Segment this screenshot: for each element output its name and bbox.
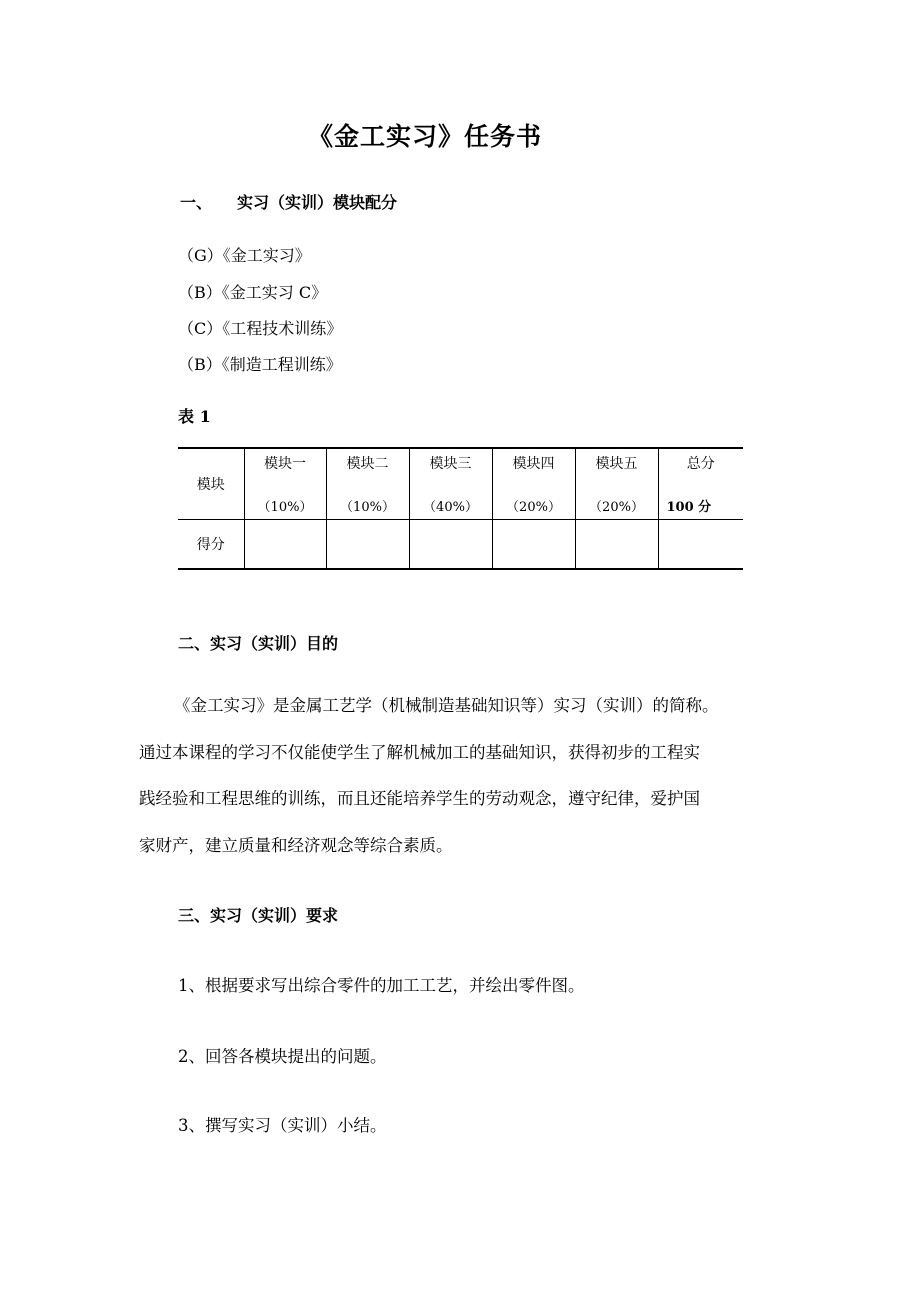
column-weight: （10%）	[340, 500, 395, 515]
module-item: （C）《工程技术训练》	[178, 319, 343, 338]
column-name: 模块二	[346, 456, 389, 472]
table-caption: 表 1	[178, 407, 211, 426]
score-table	[178, 447, 743, 570]
document-title: 《金工实习》任务书	[307, 122, 542, 151]
module-item: （B）《金工实习 C》	[178, 283, 328, 302]
table-cell	[575, 448, 658, 520]
table-cell	[326, 448, 409, 520]
column-weight: （20%）	[506, 500, 561, 515]
section2-paragraph	[139, 683, 789, 869]
column-weight: （20%）	[589, 500, 644, 515]
module-item: （G）《金工实习》	[178, 246, 311, 265]
score-cell[interactable]	[409, 520, 492, 570]
requirement-item: 1、根据要求写出综合零件的加工工艺，并绘出零件图。	[178, 976, 585, 995]
requirement-item: 2、回答各模块提出的问题。	[178, 1047, 387, 1066]
requirement-item: 3、撰写实习（实训）小结。	[178, 1116, 387, 1135]
table-row	[178, 520, 743, 570]
table-cell	[492, 448, 575, 520]
paragraph-line: 《金工实习》是金属工艺学（机械制造基础知识等）实习（实训）的简称。	[174, 696, 719, 715]
score-cell[interactable]	[244, 520, 326, 570]
section1-title: 实习（实训）模块配分	[237, 193, 398, 212]
table-cell	[409, 448, 492, 520]
column-weight: （10%）	[257, 500, 313, 515]
section1-heading	[180, 190, 397, 213]
score-cell[interactable]	[575, 520, 658, 570]
column-name: 模块四	[512, 456, 555, 472]
score-cell[interactable]	[326, 520, 409, 570]
section3-heading: 三、实习（实训）要求	[178, 906, 339, 925]
column-name: 总分	[686, 456, 715, 472]
table-row	[178, 448, 743, 520]
paragraph-line: 通过本课程的学习不仅能使学生了解机械加工的基础知识，获得初步的工程实	[139, 742, 700, 762]
column-name: 模块一	[264, 456, 306, 472]
section2-heading: 二、实习（实训）目的	[178, 634, 339, 653]
score-cell[interactable]	[492, 520, 575, 570]
column-weight: （40%）	[423, 500, 478, 515]
total-score: 100 分	[666, 500, 712, 515]
paragraph-line: 践经验和工程思维的训练，而且还能培养学生的劳动观念，遵守纪律，爱护国	[139, 789, 700, 808]
row-header-score: 得分	[178, 520, 244, 570]
column-name: 模块五	[595, 456, 638, 472]
column-name: 模块三	[429, 456, 472, 472]
module-item: （B）《制造工程训练》	[178, 355, 342, 374]
row-header-module: 模块	[178, 448, 244, 520]
paragraph-line: 家财产，建立质量和经济观念等综合素质。	[139, 835, 453, 855]
score-cell[interactable]	[658, 520, 743, 570]
table-cell	[244, 448, 326, 520]
section1-number: 一、	[180, 193, 213, 212]
table-cell	[658, 448, 743, 520]
